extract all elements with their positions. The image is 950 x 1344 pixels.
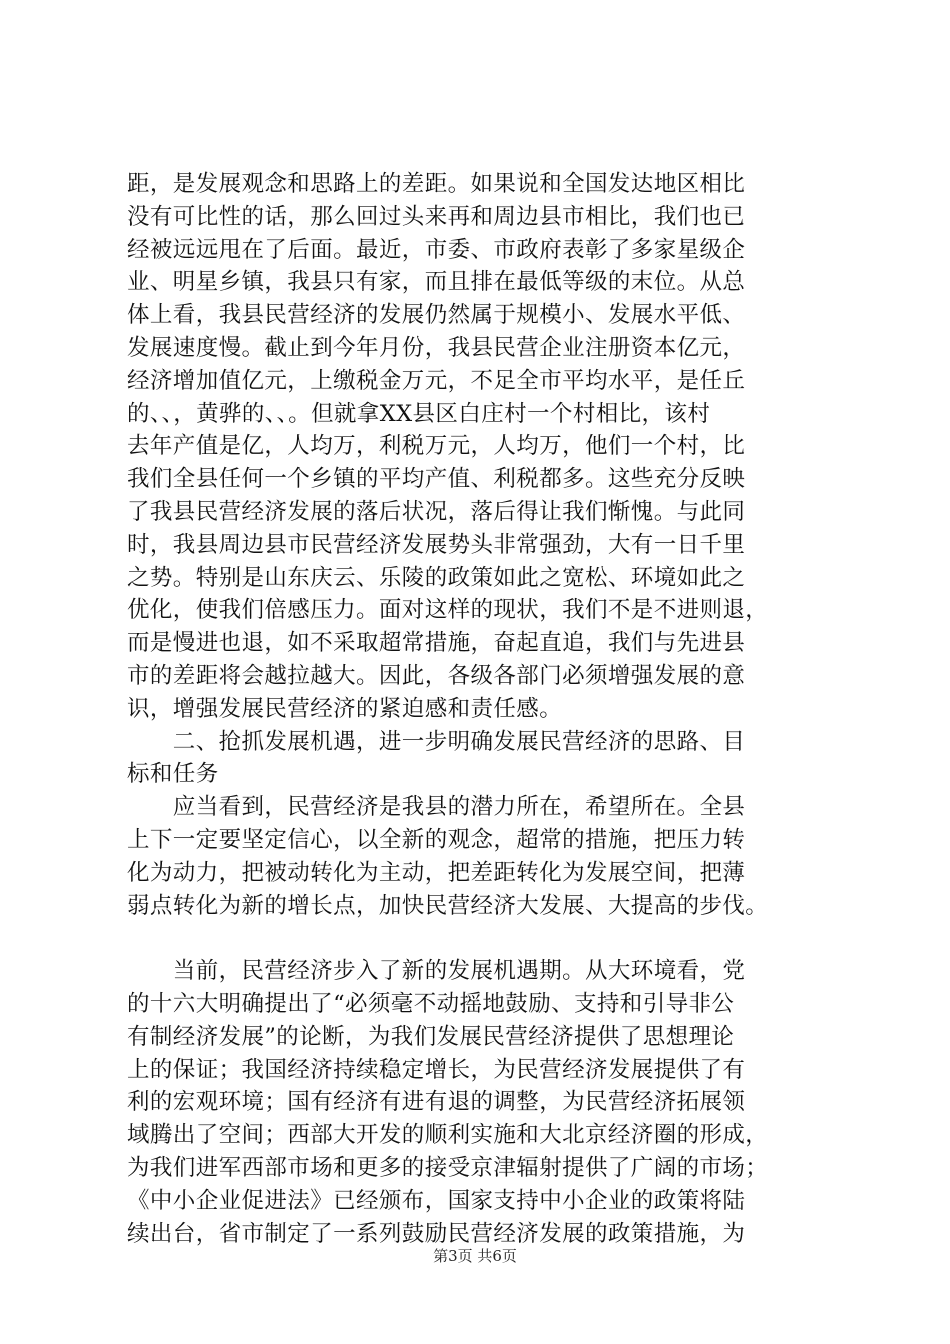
text-line: 《中小企业促进法》已经颁布，国家支持中小企业的政策将陆 (127, 1187, 746, 1214)
text-line: 识，增强发展民营经济的紧迫感和责任感。 (127, 695, 563, 722)
text-line: 化为动力，把被动转化为主动，把差距转化为发展空间，把薄 (127, 859, 746, 886)
text-line: 业、明星乡镇，我县只有家，而且排在最低等级的末位。从总 (127, 269, 746, 296)
text-line: 有制经济发展”的论断，为我们发展民营经济提供了思想理论 (127, 1023, 735, 1050)
text-line: 距，是发展观念和思路上的差距。如果说和全国发达地区相比 (127, 171, 746, 197)
text-line: 应当看到，民营经济是我县的潜力所在，希望所在。全县 (127, 794, 746, 821)
text-line: 当前，民营经济步入了新的发展机遇期。从大环境看，党 (127, 958, 746, 985)
text-line: 弱点转化为新的增长点，加快民营经济大发展、大提高的步伐。 (127, 892, 769, 919)
text-line: 续出台，省市制定了一系列鼓励民营经济发展的政策措施，为 (127, 1220, 746, 1247)
text-line: 利的宏观环境；国有经济有进有退的调整，为民营经济拓展领 (127, 1089, 746, 1116)
text-line: 之势。特别是山东庆云、乐陵的政策如此之宽松、环境如此之 (127, 564, 746, 591)
text-line: 去年产值是亿，人均万，利税万元，人均万，他们一个村，比 (127, 433, 746, 460)
text-line: 经被远远甩在了后面。最近，市委、市政府表彰了多家星级企 (127, 236, 746, 263)
text-line: 域腾出了空间；西部大开发的顺利实施和大北京经济圈的形成， (127, 1122, 769, 1149)
document-body (127, 168, 847, 1250)
paragraph-spacer (127, 922, 847, 955)
text-line: 时，我县周边县市民营经济发展势头非常强劲，大有一日千里 (127, 531, 746, 558)
text-line: 发展速度慢。截止到今年月份，我县民营企业注册资本亿元， (127, 334, 746, 361)
text-line: 优化，使我们倍感压力。面对这样的现状，我们不是不进则退， (127, 597, 769, 624)
text-line: 的、、，黄骅的、、。但就拿XX县区白庄村一个村相比，该村 (127, 400, 711, 427)
page-footer: 第3页 共6页 (433, 1247, 517, 1265)
text-line: 的十六大明确提出了“必须毫不动摇地鼓励、支持和引导非公 (127, 990, 735, 1017)
text-line: 我们全县任何一个乡镇的平均产值、利税都多。这些充分反映 (127, 466, 746, 493)
text-line: 经济增加值亿元，上缴税金万元，不足全市平均水平，是任丘 (127, 367, 746, 394)
text-line: 而是慢进也退，如不采取超常措施，奋起直追，我们与先进县 (127, 630, 746, 657)
text-line: 上下一定要坚定信心，以全新的观念，超常的措施，把压力转 (127, 826, 746, 853)
text-line: 市的差距将会越拉越大。因此，各级各部门必须增强发展的意 (127, 662, 746, 689)
text-line: 体上看，我县民营经济的发展仍然属于规模小、发展水平低、 (127, 302, 746, 329)
text-line: 没有可比性的话，那么回过头来再和周边县市相比，我们也已 (127, 203, 746, 230)
text-line: 为我们进军西部市场和更多的接受京津辐射提供了广阔的市场； (127, 1154, 769, 1181)
section-heading-line: 二、抢抓发展机遇，进一步明确发展民营经济的思路、目 (127, 728, 746, 755)
section-heading-line: 标和任务 (127, 761, 219, 788)
text-line: 上的保证；我国经济持续稳定增长，为民营经济发展提供了有 (127, 1056, 746, 1083)
text-line: 了我县民营经济发展的落后状况，落后得让我们惭愧。与此同 (127, 498, 746, 525)
